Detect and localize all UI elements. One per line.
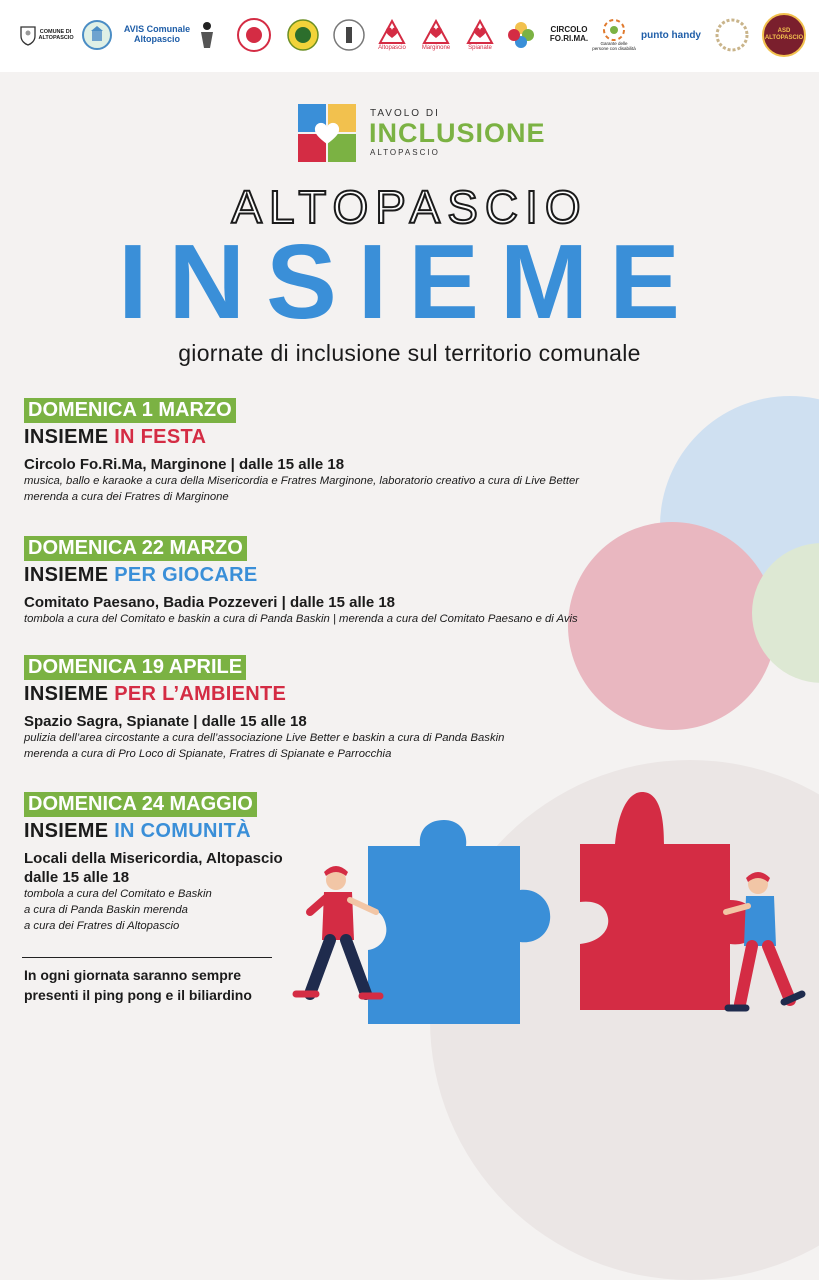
fratres-heart-icon	[422, 19, 450, 45]
event-place: Comitato Paesano, Badia Pozzeveri | dalle 15 alle 18	[24, 594, 396, 611]
event-place: Circolo Fo.Ri.Ma, Marginone | dalle 15 alle 18	[24, 456, 345, 473]
gray-seal-icon	[333, 19, 365, 51]
live-better-logo	[504, 14, 538, 56]
round-badge-icon	[234, 18, 274, 52]
event-desc-line: a cura di Panda Baskin merenda	[24, 904, 188, 917]
event-title	[24, 426, 579, 449]
comune-logo-text: COMUNE DI ALTOPASCIO	[38, 28, 74, 41]
fratres-spianate-label: Spianate	[468, 44, 492, 51]
event-desc-line: merenda a cura dei Fratres di Marginone	[24, 491, 229, 504]
event-3	[24, 655, 504, 762]
avis-logo	[120, 14, 194, 56]
event-1	[24, 398, 579, 505]
fratres-heart-icon	[378, 19, 406, 45]
event-desc-line: musica, ballo e karaoke a cura della Misericordia e Fratres Marginone, laboratorio creativo a cura di Live Better	[24, 475, 580, 487]
puzzle-illustration	[280, 780, 819, 1024]
dancers-icon	[196, 18, 218, 52]
event-title-prefix: INSIEME	[24, 683, 109, 705]
footer-divider	[22, 957, 272, 958]
event-title	[24, 683, 504, 706]
association-logo-2	[232, 14, 276, 56]
people-circle-icon	[601, 18, 627, 42]
avis-logo-text: AVIS Comunale Altopascio	[123, 24, 191, 44]
fratres-marginone-logo	[418, 14, 454, 56]
red-puzzle-piece	[580, 792, 758, 1010]
garante-logo	[592, 14, 636, 56]
event-place: Spazio Sagra, Spianate | dalle 15 alle 18	[24, 713, 307, 730]
church-logo	[80, 14, 114, 56]
event-date: DOMENICA 22 MARZO	[24, 536, 247, 561]
blue-puzzle-piece	[368, 820, 550, 1024]
fratres-spianate-logo	[462, 14, 498, 56]
flower-icon	[505, 19, 537, 51]
punto-handy-text: punto handy	[641, 29, 701, 41]
fratres-altopascio-logo	[374, 14, 410, 56]
event-title-prefix: INSIEME	[24, 426, 109, 448]
yellow-seal-icon	[287, 19, 319, 51]
altopascio-title: ALTOPASCIO	[231, 181, 588, 233]
event-title-prefix: INSIEME	[24, 564, 109, 586]
subtitle: giornate di inclusione sul territorio comunale	[178, 340, 641, 366]
fratres-heart-icon	[466, 19, 494, 45]
event-title	[24, 820, 283, 843]
event-date: DOMENICA 19 APRILE	[24, 655, 246, 680]
inclusione-text: INCLUSIONE	[369, 118, 546, 148]
association-logo-3	[286, 14, 320, 56]
event-date: DOMENICA 24 MAGGIO	[24, 792, 257, 817]
event-date: DOMENICA 1 MARZO	[24, 398, 236, 423]
church-icon	[81, 19, 113, 51]
event-4	[24, 792, 283, 934]
event-desc-line: pulizia dell’area circostante a cura dell’associazione Live Better e baskin a cura di Panda Baskin	[24, 732, 505, 744]
tavolo-logo	[294, 100, 564, 170]
coat-of-arms-icon	[20, 24, 36, 46]
event-place: Locali della Misericordia, Altopascio	[24, 850, 283, 867]
wreath-icon	[712, 17, 752, 53]
event-time: dalle 15 alle 18	[24, 869, 130, 886]
footer-line-2: presenti il ping pong e il biliardino	[24, 986, 252, 1003]
event-desc-line: tombola a cura del Comitato e Baskin	[24, 888, 212, 900]
event-desc-line: tombola a cura del Comitato e baskin a cura di Panda Baskin | merenda a cura del Comitato Paesano e di Avis	[24, 613, 578, 625]
association-logo-4	[332, 14, 366, 56]
event-title-highlight: IN COMUNITÀ	[114, 820, 251, 842]
event-title-highlight: PER L’AMBIENTE	[114, 683, 287, 705]
garante-text: Garante delle persone con disabilità	[592, 41, 636, 51]
comune-logo	[18, 14, 74, 56]
event-2	[24, 536, 578, 627]
insieme-title: INSIEME	[118, 223, 701, 341]
event-title-highlight: PER GIOCARE	[114, 564, 258, 586]
person-left	[296, 866, 380, 996]
asd-text: ASD ALTOPASCIO	[764, 28, 804, 41]
event-desc-line: merenda a cura di Pro Loco di Spianate, Fratres di Spianate e Parrocchia	[24, 748, 392, 761]
fratres-altopascio-label: Altopascio	[378, 44, 406, 51]
circolo-forima-logo	[546, 14, 592, 56]
footer-note	[24, 966, 304, 1005]
footer-line-1: In ogni giornata saranno sempre	[24, 967, 242, 983]
tavolo-di-text: TAVOLO DI	[370, 108, 440, 119]
sponsor-bar	[0, 0, 819, 72]
pink-circle	[568, 522, 776, 730]
event-desc-line: a cura dei Fratres di Altopascio	[24, 920, 180, 933]
event-title	[24, 564, 578, 587]
fratres-marginone-label: Marginone	[421, 44, 451, 51]
circolo-forima-text: CIRCOLO FO.RI.MA.	[549, 25, 589, 43]
punto-handy-logo	[638, 14, 704, 56]
puzzle-heart-icon	[294, 100, 362, 166]
association-logo-1	[194, 14, 220, 56]
event-title-prefix: INSIEME	[24, 820, 109, 842]
tavolo-altopascio-text: ALTOPASCIO	[370, 148, 440, 157]
asd-altopascio-logo	[760, 14, 808, 56]
event-title-highlight: IN FESTA	[114, 426, 207, 448]
association-logo-5	[710, 14, 754, 56]
